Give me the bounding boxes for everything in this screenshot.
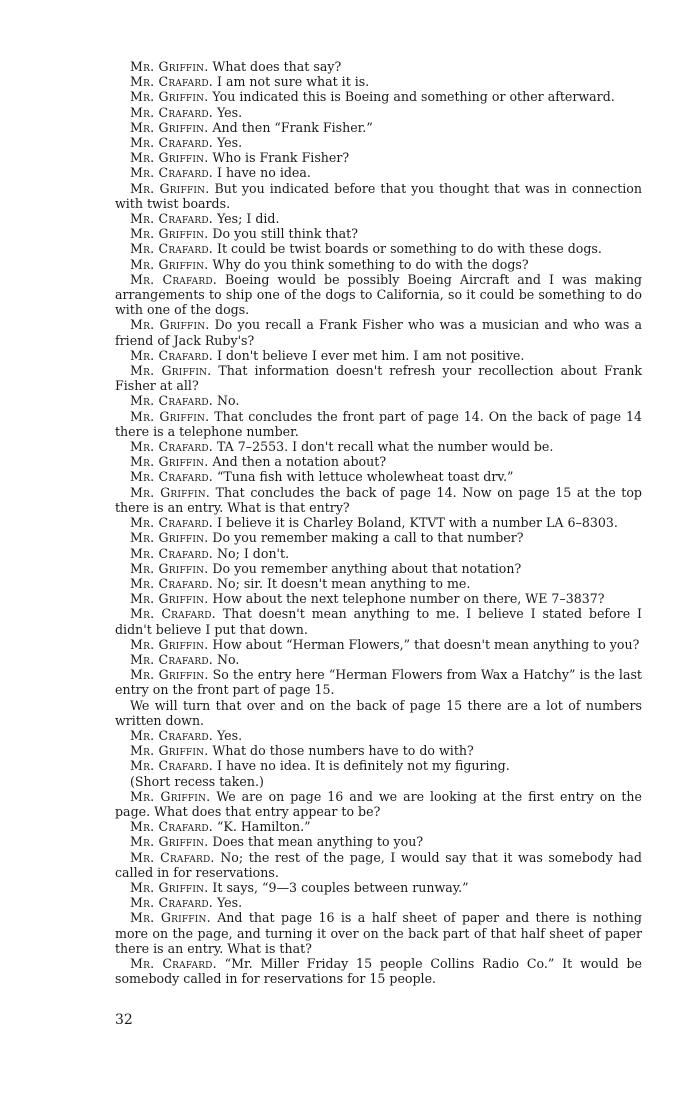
speaker-name: Mr. Crafard. [130,606,216,622]
transcript-paragraph [115,150,642,165]
transcript-paragraph [115,774,642,789]
speaker-name: Mr. Crafard. [130,271,217,287]
speaker-name: Mr. Griffin. [130,591,209,607]
speech-text: But you indicated before that you thought that was in connection with twist boards. [115,180,642,211]
speech-text: Who is Frank Fisher? [212,150,350,166]
speaker-name: Mr. Griffin. [130,484,211,500]
speech-text: No. [216,651,240,667]
speech-text: I don't believe I ever met him. I am not positive. [216,347,525,363]
speech-text: Do you recall a Frank Fisher who was a musician and who was a friend of Jack Ruby's? [115,317,642,348]
transcript-body [115,59,642,986]
transcript-paragraph [115,728,642,743]
speaker-name: Mr. Crafard. [130,165,213,181]
speaker-name: Mr. Griffin. [130,743,209,759]
transcript-paragraph [115,105,642,120]
transcript-paragraph [115,211,642,226]
transcript-paragraph [115,910,642,956]
speech-text: “Mr. Miller Friday 15 people Collins Radio Co.” It would be somebody called in for reservations for 15 people. [115,955,642,987]
transcript-paragraph [115,895,642,910]
speaker-name: Mr. Crafard. [130,347,213,363]
transcript-paragraph [115,698,642,728]
transcript-paragraph [115,606,642,636]
speech-text: I am not sure what it is. [216,74,370,90]
transcript-paragraph [115,546,642,561]
speaker-name: Mr. Crafard. [130,393,213,409]
speaker-name: Mr. Crafard. [130,469,213,485]
speaker-name: Mr. Crafard. [130,211,213,227]
speech-text: Why do you think something to do with the dogs? [212,256,529,272]
transcript-paragraph [115,758,642,773]
speech-text: No; the rest of the page, I would say that it was somebody had called in for reservations. [115,849,642,880]
speech-text: (Short recess taken.) [130,773,264,789]
transcript-paragraph [115,454,642,469]
transcript-paragraph [115,165,642,180]
speaker-name: Mr. Griffin. [130,408,210,424]
speech-text: That doesn't mean anything to me. I believe I stated before I didn't believe I put that down. [115,606,642,637]
transcript-paragraph [115,120,642,135]
speaker-name: Mr. Crafard. [130,439,213,455]
speaker-name: Mr. Griffin. [130,119,209,135]
transcript-paragraph [115,576,642,591]
transcript-paragraph [115,652,642,667]
speech-text: Yes. [216,104,243,120]
speaker-name: Mr. Griffin. [130,363,212,379]
transcript-paragraph [115,743,642,758]
speaker-name: Mr. Griffin. [130,226,209,242]
speech-text: We are on page 16 and we are looking at the first entry on the page. What does that entry appear to be? [115,788,642,819]
speaker-name: Mr. Crafard. [130,241,213,257]
speech-text: I have no idea. It is definitely not my figuring. [216,758,510,774]
transcript-paragraph [115,819,642,834]
transcript-paragraph [115,59,642,74]
speech-text: So the entry here “Herman Flowers from Wax a Hatchy” is the last entry on the front part of page 15. [115,667,642,698]
transcript-paragraph [115,469,642,484]
speaker-name: Mr. Crafard. [130,651,213,667]
speech-text: No. [216,393,240,409]
speaker-name: Mr. Griffin. [130,530,209,546]
transcript-paragraph [115,89,642,104]
speaker-name: Mr. Crafard. [130,758,213,774]
speech-text: What do those numbers have to do with? [212,743,474,759]
speech-text: How about the next telephone number on there, WE 7–3837? [212,591,605,607]
speech-text: It could be twist boards or something to do with these dogs. [216,241,602,257]
transcript-paragraph [115,637,642,652]
speaker-name: Mr. Crafard. [130,819,213,835]
speech-text: Yes. [216,895,243,911]
speech-text: It says, “9—3 couples between runway.” [212,879,469,895]
speaker-name: Mr. Griffin. [130,560,209,576]
speech-text: What does that say? [212,59,342,74]
speaker-name: Mr. Griffin. [130,910,211,926]
transcript-paragraph [115,485,642,515]
speech-text: We will turn that over and on the back of page 15 there are a lot of numbers written down. [115,697,642,728]
speech-text: “K. Hamilton.” [216,819,311,835]
speaker-name: Mr. Crafard. [130,74,213,90]
transcript-paragraph [115,181,642,211]
speech-text: That concludes the back of page 14. Now on page 15 at the top there is an entry. What is that entry? [115,484,642,515]
transcript-paragraph [115,348,642,363]
speaker-name: Mr. Crafard. [130,727,213,743]
speaker-name: Mr. Crafard. [130,104,213,120]
transcript-paragraph [115,241,642,256]
speaker-name: Mr. Griffin. [130,636,209,652]
transcript-paragraph [115,409,642,439]
speech-text: And that page 16 is a half sheet of paper and there is nothing more on the page, and turning it over on the back part of that half sheet of paper there is an entry. What is that? [115,910,642,956]
page-number: 32 [115,1012,133,1028]
speech-text: How about “Herman Flowers,” that doesn't mean anything to you? [212,636,640,652]
speech-text: That concludes the front part of page 14. On the back of page 14 there is a telephone number. [115,408,642,439]
transcript-paragraph [115,439,642,454]
speech-text: I have no idea. [216,165,311,181]
speech-text: Do you still think that? [212,226,358,242]
speaker-name: Mr. Griffin. [130,180,210,196]
transcript-paragraph [115,880,642,895]
transcript-paragraph [115,135,642,150]
speech-text: And then “Frank Fisher.” [212,119,373,135]
speaker-name: Mr. Crafard. [130,515,213,531]
transcript-paragraph [115,561,642,576]
speech-text: Yes; I did. [216,211,280,227]
speaker-name: Mr. Crafard. [130,895,213,911]
speech-text: I believe it is Charley Boland, KTVT with a number LA 6–8303. [216,515,618,531]
speaker-name: Mr. Griffin. [130,256,209,272]
speaker-name: Mr. Griffin. [130,788,211,804]
speech-text: Does that mean anything to you? [212,834,424,850]
speaker-name: Mr. Griffin. [130,317,210,333]
speech-text: “Tuna fish with lettuce wholewheat toast drv.” [216,469,514,485]
transcript-paragraph [115,789,642,819]
speaker-name: Mr. Crafard. [130,955,217,971]
speaker-name: Mr. Griffin. [130,150,209,166]
speaker-name: Mr. Griffin. [130,667,209,683]
transcript-paragraph [115,591,642,606]
transcript-paragraph [115,667,642,697]
speaker-name: Mr. Crafard. [130,575,213,591]
transcript-paragraph [115,515,642,530]
speech-text: Do you remember anything about that notation? [212,560,522,576]
speech-text: Yes. [216,135,243,151]
speaker-name: Mr. Griffin. [130,59,209,74]
speech-text: TA 7–2553. I don't recall what the number would be. [216,439,554,455]
transcript-paragraph [115,226,642,241]
speaker-name: Mr. Griffin. [130,89,209,105]
transcript-paragraph [115,834,642,849]
speaker-name: Mr. Griffin. [130,879,209,895]
speaker-name: Mr. Griffin. [130,454,209,470]
transcript-paragraph [115,363,642,393]
transcript-paragraph [115,317,642,347]
speaker-name: Mr. Crafard. [130,135,213,151]
speech-text: And then a notation about? [212,454,387,470]
transcript-paragraph [115,850,642,880]
transcript-paragraph [115,530,642,545]
speech-text: Do you remember making a call to that number? [212,530,524,546]
transcript-paragraph [115,272,642,318]
transcript-paragraph [115,956,642,986]
speaker-name: Mr. Crafard. [130,545,213,561]
speech-text: No; sir. It doesn't mean anything to me. [216,575,471,591]
transcript-paragraph [115,393,642,408]
speech-text: Yes. [216,727,243,743]
speech-text: That information doesn't refresh your recollection about Frank Fisher at all? [115,363,642,394]
speaker-name: Mr. Griffin. [130,834,209,850]
transcript-paragraph [115,257,642,272]
transcript-paragraph [115,74,642,89]
speech-text: You indicated this is Boeing and something or other afterward. [212,89,615,105]
speaker-name: Mr. Crafard. [130,849,215,865]
speech-text: No; I don't. [216,545,290,561]
speech-text: Boeing would be possibly Boeing Aircraft and I was making arrangements to ship one of the dogs to California, so it could be something to do with one of the dogs. [115,271,642,318]
